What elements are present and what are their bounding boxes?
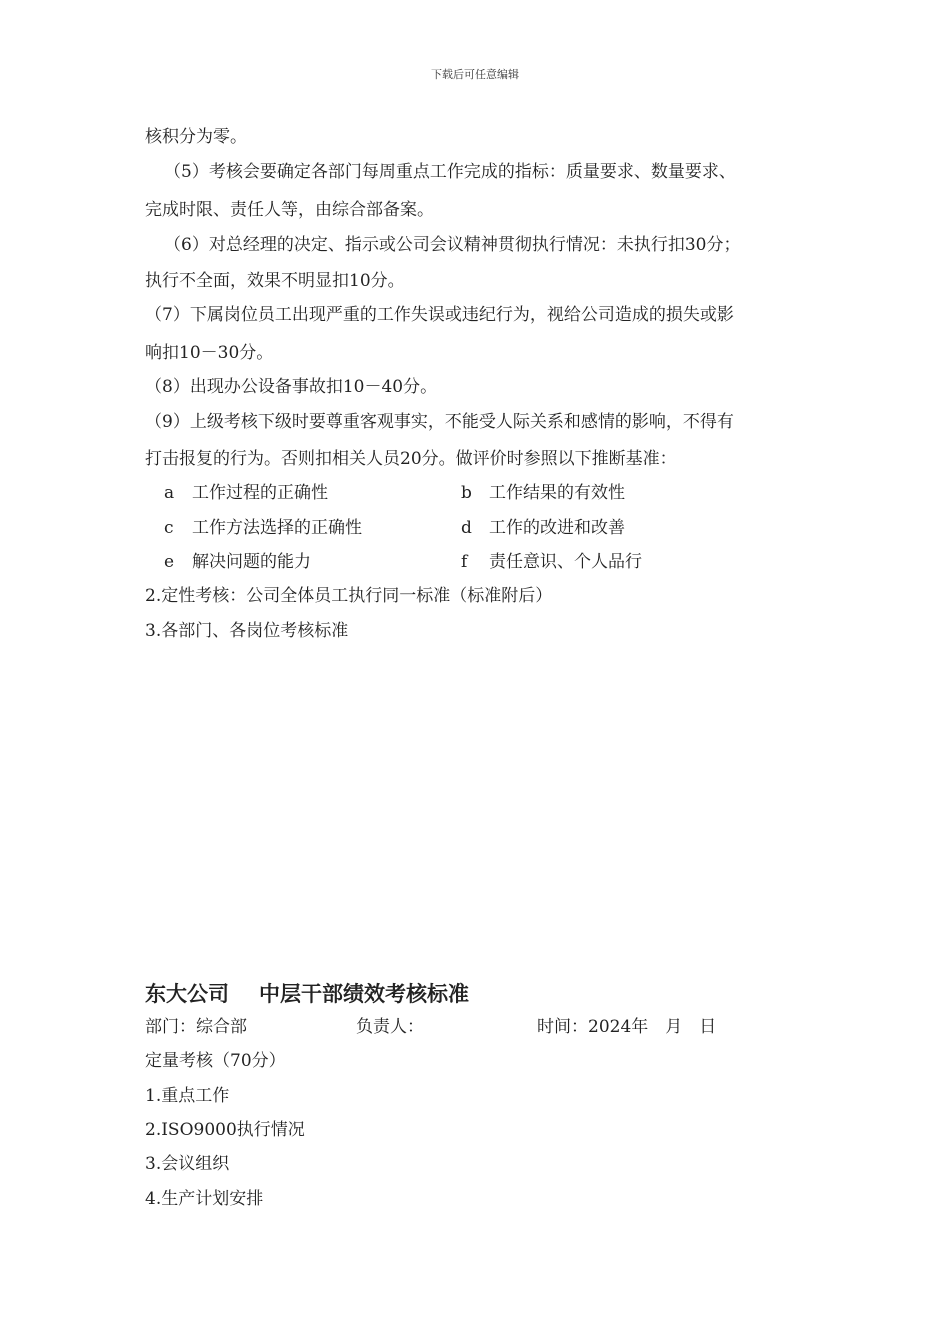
- list-item: 1.重点工作: [145, 1086, 230, 1106]
- criterion-text: 工作的改进和改善: [489, 518, 625, 538]
- criterion-letter: e: [164, 552, 175, 572]
- criterion-letter: f: [461, 552, 468, 572]
- criterion-text: 工作过程的正确性: [192, 483, 328, 503]
- criterion-item: [164, 482, 328, 504]
- list-item: 3.会议组织: [145, 1154, 230, 1174]
- paragraph-line: （9）上级考核下级时要尊重客观事实，不能受人际关系和感情的影响，不得有: [145, 412, 734, 432]
- paragraph-line: 响扣10－30分。: [145, 343, 274, 363]
- criterion-item: [461, 551, 642, 573]
- criterion-item: [164, 517, 362, 539]
- criterion-letter: b: [461, 483, 472, 503]
- criterion-item: [164, 551, 311, 573]
- list-item: 4.生产计划安排: [145, 1189, 264, 1209]
- criterion-letter: c: [164, 518, 174, 538]
- time-field: 时间：2024年 月 日: [537, 1017, 717, 1037]
- section-heading: 定量考核（70分）: [145, 1051, 286, 1071]
- criterion-text: 工作方法选择的正确性: [192, 518, 362, 538]
- paragraph-line: （6）对总经理的决定、指示或公司会议精神贯彻执行情况：未执行扣30分；: [164, 235, 741, 255]
- paragraph-line: 2.定性考核：公司全体员工执行同一标准（标准附后）: [145, 586, 553, 606]
- standard-name: 中层干部绩效考核标准: [259, 982, 469, 1006]
- paragraph-line: （8）出现办公设备事故扣10－40分。: [145, 377, 438, 397]
- criterion-text: 解决问题的能力: [192, 552, 311, 572]
- paragraph-line: 执行不全面，效果不明显扣10分。: [145, 271, 405, 291]
- paragraph-line: 完成时限、责任人等，由综合部备案。: [145, 200, 434, 220]
- criterion-item: [461, 482, 625, 504]
- criterion-text: 责任意识、个人品行: [489, 552, 642, 572]
- paragraph-line: 打击报复的行为。否则扣相关人员20分。做评价时参照以下推断基准：: [145, 449, 677, 469]
- company-name: 东大公司: [145, 982, 229, 1006]
- paragraph-line: 3.各部门、各岗位考核标准: [145, 621, 349, 641]
- department-field: 部门：综合部: [145, 1017, 247, 1037]
- page-header: 下载后可任意编辑: [431, 68, 519, 81]
- list-item: 2.ISO9000执行情况: [145, 1120, 305, 1140]
- paragraph-line: （5）考核会要确定各部门每周重点工作完成的指标：质量要求、数量要求、: [164, 162, 736, 182]
- criterion-item: [461, 517, 625, 539]
- paragraph-line: 核积分为零。: [145, 127, 247, 147]
- section-title: [145, 978, 469, 1008]
- criterion-letter: a: [164, 483, 175, 503]
- criterion-text: 工作结果的有效性: [489, 483, 625, 503]
- owner-field: 负责人：: [356, 1017, 424, 1037]
- criterion-letter: d: [461, 518, 472, 538]
- paragraph-line: （7）下属岗位员工出现严重的工作失误或违纪行为，视给公司造成的损失或影: [145, 305, 734, 325]
